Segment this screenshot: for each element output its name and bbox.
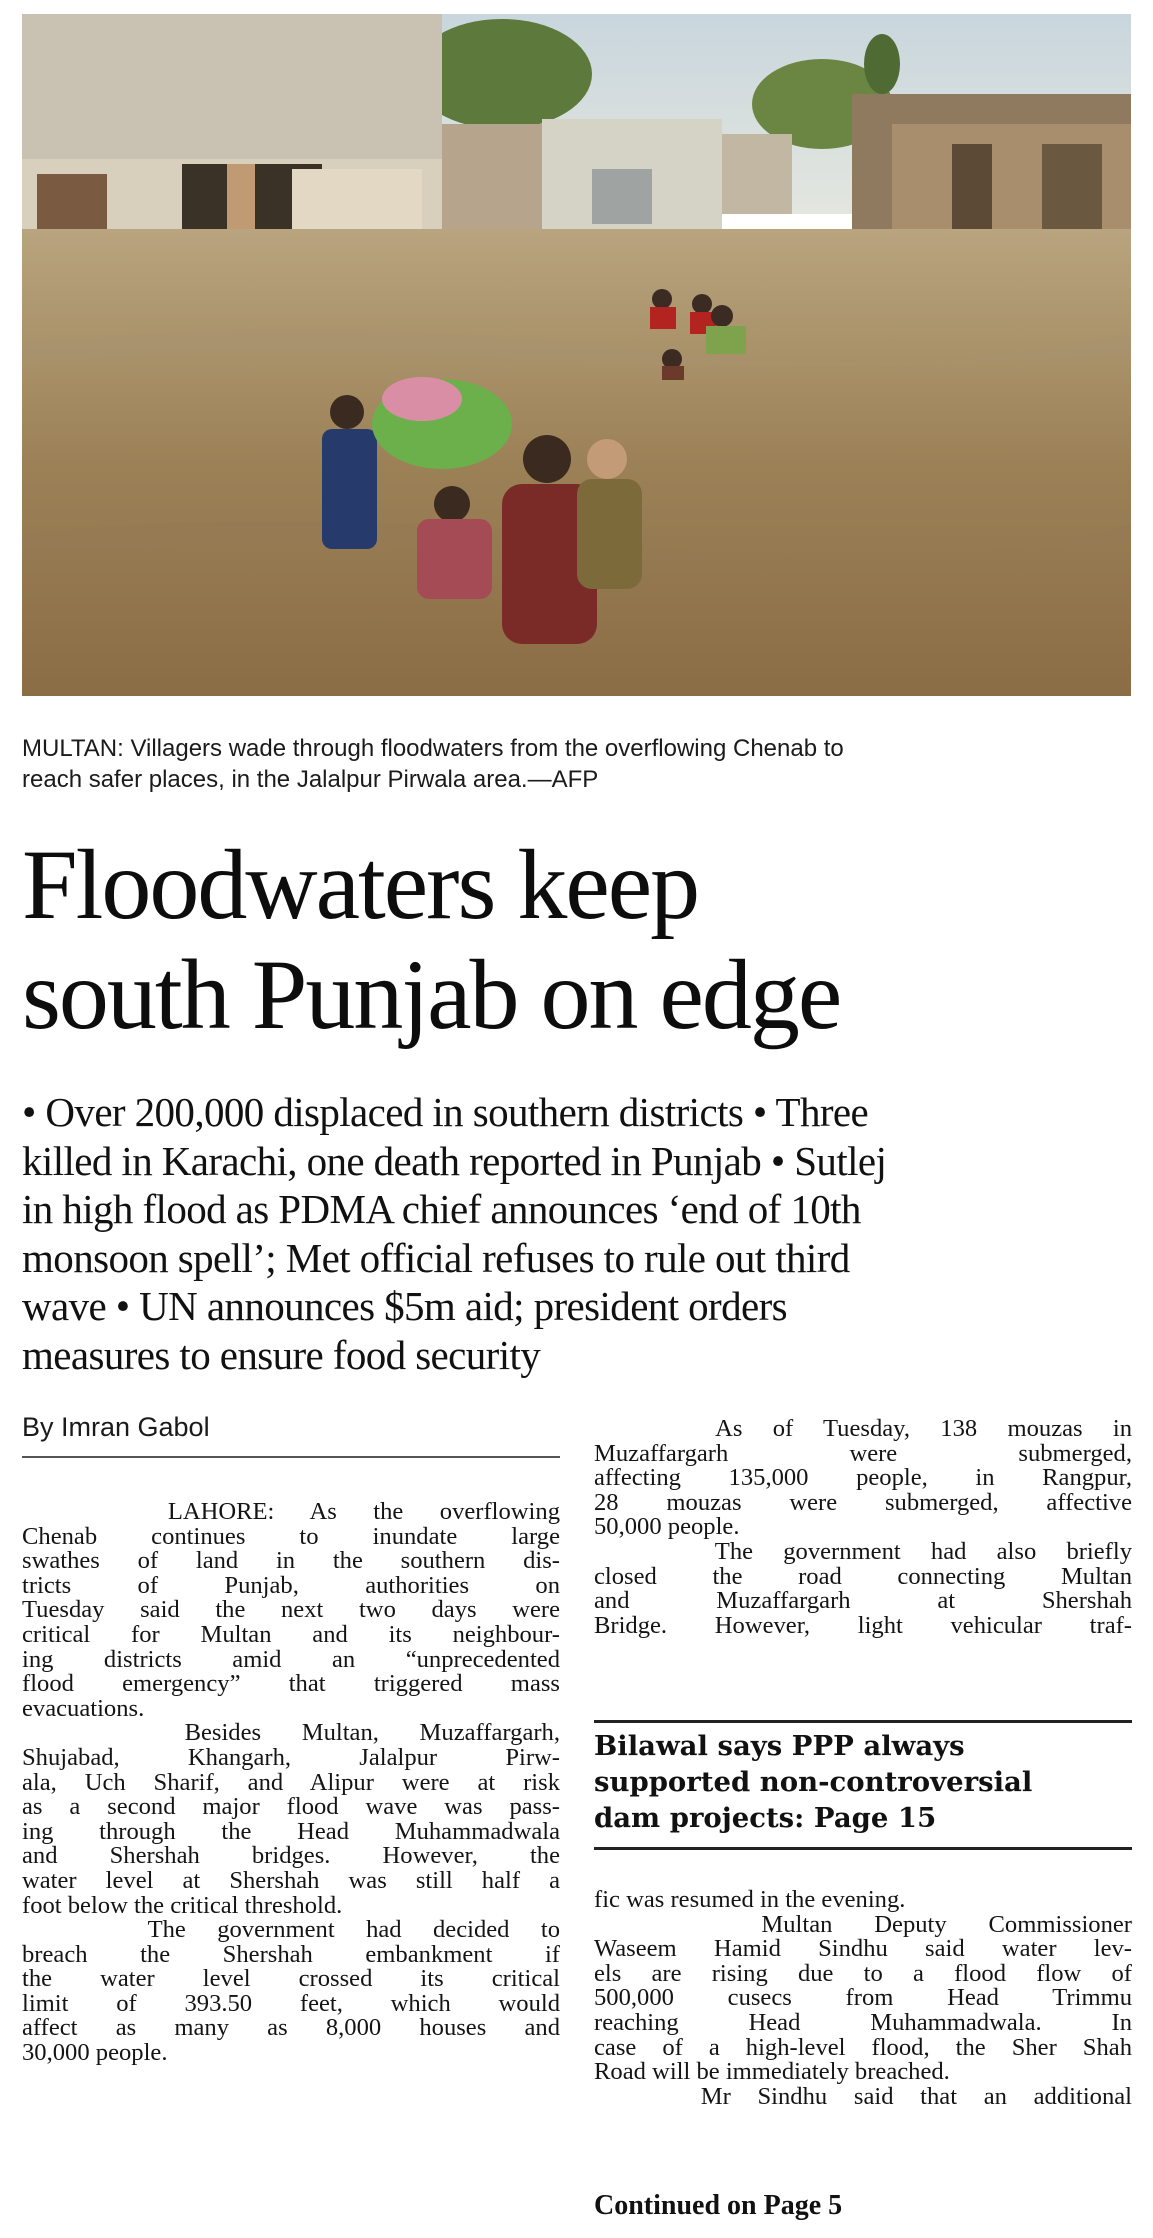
headline xyxy=(22,830,1137,1050)
body-line: evacuations. xyxy=(22,1694,145,1722)
body-line: As of Tuesday, 138 mouzas in xyxy=(594,1415,1132,1442)
deck xyxy=(22,1088,1132,1379)
body-line: Road will be immediately breached. xyxy=(594,2058,950,2086)
body-line: Chenab continues to inundate large xyxy=(22,1522,560,1550)
body-line: Multan Deputy Commissioner xyxy=(594,1910,1132,1938)
body-line: The government had also briefly xyxy=(594,1537,1132,1565)
body-line: ing districts amid an “unprecedented xyxy=(22,1645,560,1673)
body-line: Mr Sindhu said that an additional xyxy=(594,2082,1132,2110)
photo-caption xyxy=(22,733,1131,795)
teaser-line: dam projects: Page 15 xyxy=(594,1802,937,1834)
deck-line: wave • UN announces $5m aid; president orders xyxy=(22,1283,787,1329)
body-line: Muzaffargarh were submerged, xyxy=(594,1439,1132,1467)
body-line: the water level crossed its critical xyxy=(22,1965,560,1993)
body-line: and Muzaffargarh at Shershah xyxy=(594,1587,1132,1615)
body-line: Bridge. However, light vehicular traf- xyxy=(594,1611,1132,1639)
body-line: fic was resumed in the evening. xyxy=(594,1886,906,1913)
body-line: critical for Multan and its neighbour- xyxy=(22,1620,560,1648)
caption-line: reach safer places, in the Jalalpur Pirwala area.—AFP xyxy=(22,766,599,793)
teaser-line: supported non-controversial xyxy=(594,1766,1033,1798)
body-line: breach the Shershah embankment if xyxy=(22,1940,560,1968)
body-line: ala, Uch Sharif, and Alipur were at risk xyxy=(22,1768,560,1796)
deck-line: monsoon spell’; Met official refuses to rule out third xyxy=(22,1234,850,1281)
body-line: Waseem Hamid Sindhu said water lev- xyxy=(594,1935,1132,1963)
deck-line: measures to ensure food security xyxy=(22,1331,541,1378)
body-line: 500,000 cusecs from Head Trimmu xyxy=(594,1984,1132,2012)
body-line: Besides Multan, Muzaffargarh, xyxy=(22,1719,560,1747)
body-line: as a second major flood wave was pass- xyxy=(22,1793,560,1821)
body-line: 30,000 people. xyxy=(22,2039,168,2067)
caption-line: MULTAN: Villagers wade through floodwaters from the overflowing Chenab to xyxy=(22,735,844,762)
teaser-rule-bottom xyxy=(594,1847,1132,1850)
deck-line: killed in Karachi, one death reported in Punjab • Sutlej xyxy=(22,1137,887,1184)
teaser-rule-top xyxy=(594,1720,1132,1723)
deck-line: • Over 200,000 displaced in southern districts • Three xyxy=(22,1089,869,1135)
headline-line: south Punjab on edge xyxy=(22,939,841,1050)
body-column-left xyxy=(22,1500,560,2066)
body-line: limit of 393.50 feet, which would xyxy=(22,1989,560,2017)
body-line: 50,000 people. xyxy=(594,1513,740,1541)
headline-line: Floodwaters keep xyxy=(22,829,699,940)
body-line: and Shershah bridges. However, the xyxy=(22,1842,560,1870)
body-line: swathes of land in the southern dis- xyxy=(22,1547,560,1575)
teaser-line: Bilawal says PPP always xyxy=(594,1730,965,1762)
body-line: reaching Head Muhammadwala. In xyxy=(594,2008,1132,2036)
body-column-right-bottom xyxy=(594,1888,1132,2109)
body-line: affecting 135,000 people, in Rangpur, xyxy=(594,1464,1132,1492)
body-line: Shujabad, Khangarh, Jalalpur Pirw- xyxy=(22,1743,560,1771)
body-line: ing through the Head Muhammadwala xyxy=(22,1817,560,1845)
byline-rule xyxy=(22,1456,560,1458)
byline: By Imran Gabol xyxy=(22,1412,210,1442)
deck-line: in high flood as PDMA chief announces ‘end of 10th xyxy=(22,1186,861,1232)
teaser-box[interactable] xyxy=(594,1728,1132,1836)
body-line: flood emergency” that triggered mass xyxy=(22,1670,560,1698)
body-line: water level at Shershah was still half a xyxy=(22,1866,560,1894)
body-line: tricts of Punjab, authorities on xyxy=(22,1571,560,1599)
body-line: closed the road connecting Multan xyxy=(594,1562,1132,1590)
body-line: The government had decided to xyxy=(22,1916,560,1944)
body-line: Tuesday said the next two days were xyxy=(22,1596,560,1624)
body-line: els are rising due to a flood flow of xyxy=(594,1959,1132,1987)
body-line: foot below the critical threshold. xyxy=(22,1891,343,1919)
body-line: affect as many as 8,000 houses and xyxy=(22,2014,560,2042)
body-line: LAHORE: As the overflowing xyxy=(22,1498,560,1525)
continued-link[interactable]: Continued on Page 5 xyxy=(594,2190,843,2221)
body-line: 28 mouzas were submerged, affective xyxy=(594,1488,1132,1516)
body-column-right-top xyxy=(594,1417,1132,1638)
flood-photo xyxy=(22,14,1131,696)
body-line: case of a high-level flood, the Sher Shah xyxy=(594,2033,1132,2061)
